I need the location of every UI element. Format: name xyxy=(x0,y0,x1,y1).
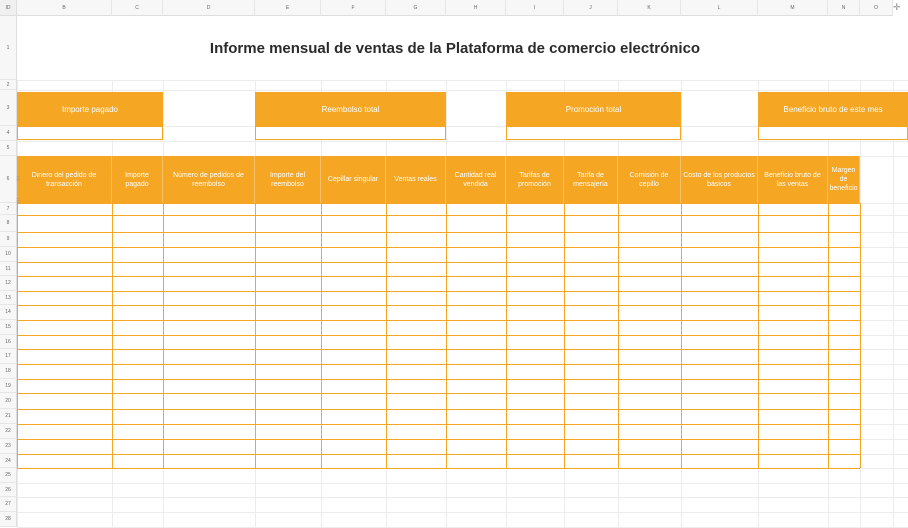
table-header-cell[interactable]: Comisión de cepillo xyxy=(618,156,681,203)
column-header[interactable]: H xyxy=(446,0,506,16)
table-row-line xyxy=(17,262,860,263)
row-header[interactable]: 5 xyxy=(0,141,17,156)
summary-label: Reembolso total xyxy=(255,92,446,126)
table-column-line xyxy=(506,203,507,468)
row-header[interactable]: 13 xyxy=(0,291,17,305)
table-column-line xyxy=(255,203,256,468)
table-row-line xyxy=(17,276,860,277)
row-header[interactable]: 21 xyxy=(0,409,17,424)
table-column-line xyxy=(828,203,829,468)
table-column-line xyxy=(386,203,387,468)
table-row-line xyxy=(17,454,860,455)
grid-line xyxy=(17,512,908,513)
grid-line xyxy=(17,141,908,142)
grid-line xyxy=(17,80,908,81)
table-column-line xyxy=(446,203,447,468)
table-header-cell[interactable]: Costo de los productos básicos xyxy=(681,156,758,203)
column-header[interactable]: F xyxy=(321,0,386,16)
table-column-line xyxy=(163,203,164,468)
table-row-line xyxy=(17,305,860,306)
table-row-line xyxy=(17,203,860,204)
row-header[interactable]: 22 xyxy=(0,424,17,439)
row-header[interactable]: 19 xyxy=(0,379,17,393)
table-row-line xyxy=(17,349,860,350)
table-header-cell[interactable]: Margen de beneficio xyxy=(828,156,860,203)
row-header[interactable]: 12 xyxy=(0,276,17,291)
row-header[interactable]: 28 xyxy=(0,512,17,527)
grid-line xyxy=(17,483,908,484)
table-column-line xyxy=(860,203,861,468)
table-row-line xyxy=(17,379,860,380)
table-header-cell[interactable]: Cantidad real vendida xyxy=(446,156,506,203)
row-header[interactable]: 24 xyxy=(0,454,17,468)
table-column-line xyxy=(758,203,759,468)
row-header[interactable]: 25 xyxy=(0,468,17,483)
table-row-line xyxy=(17,232,860,233)
table-header-cell[interactable]: Número de pedidos de reembolso xyxy=(163,156,255,203)
table-header-cell[interactable]: Tarifas de promoción xyxy=(506,156,564,203)
row-header[interactable]: 7 xyxy=(0,203,17,215)
row-header[interactable]: 9 xyxy=(0,232,17,247)
table-row-line xyxy=(17,247,860,248)
column-header[interactable]: N xyxy=(828,0,860,16)
row-header[interactable]: 18 xyxy=(0,364,17,379)
column-header[interactable]: D xyxy=(163,0,255,16)
column-header[interactable]: B xyxy=(17,0,112,16)
summary-label: Beneficio bruto de este mes xyxy=(758,92,908,126)
summary-value-cell[interactable] xyxy=(758,126,908,140)
table-column-line xyxy=(321,203,322,468)
row-header[interactable]: 23 xyxy=(0,439,17,454)
column-header[interactable]: C xyxy=(112,0,163,16)
column-header[interactable]: I xyxy=(506,0,564,16)
table-header-cell[interactable]: Tarifa de mensajería xyxy=(564,156,618,203)
summary-label: Promoción total xyxy=(506,92,681,126)
grid-line xyxy=(893,80,894,527)
row-header[interactable]: 10 xyxy=(0,247,17,262)
column-header[interactable]: K xyxy=(618,0,681,16)
column-header[interactable]: J xyxy=(564,0,618,16)
row-header[interactable]: 26 xyxy=(0,483,17,497)
table-row-line xyxy=(17,335,860,336)
table-header-cell[interactable]: Importe del reembolso xyxy=(255,156,321,203)
row-header[interactable]: 14 xyxy=(0,305,17,320)
table-header-cell[interactable]: Dinero del pedido de transacción xyxy=(17,156,112,203)
grid-line xyxy=(17,497,908,498)
summary-value-cell[interactable] xyxy=(17,126,163,140)
row-header[interactable]: 4 xyxy=(0,126,17,141)
row-handle-icon[interactable]: ⣿ xyxy=(16,199,21,205)
select-all-corner[interactable]: ID xyxy=(0,0,17,16)
row-header[interactable]: 8 xyxy=(0,215,17,232)
summary-value-cell[interactable] xyxy=(506,126,681,140)
table-row-line xyxy=(17,393,860,394)
row-header[interactable]: 2 xyxy=(0,80,17,90)
table-row-line xyxy=(17,439,860,440)
row-header[interactable]: 1 xyxy=(0,16,17,80)
table-column-line xyxy=(564,203,565,468)
plus-icon[interactable]: ✛ xyxy=(893,2,901,12)
table-column-line xyxy=(681,203,682,468)
table-header-cell[interactable]: Ventas reales xyxy=(386,156,446,203)
table-column-line xyxy=(112,203,113,468)
column-header[interactable]: E xyxy=(255,0,321,16)
table-row-line xyxy=(17,291,860,292)
grid-line xyxy=(17,90,908,91)
table-row-line xyxy=(17,424,860,425)
summary-label: Importe pagado xyxy=(17,92,163,126)
summary-value-cell[interactable] xyxy=(255,126,446,140)
table-header-cell[interactable]: Cepillar singular xyxy=(321,156,386,203)
table-column-line xyxy=(17,203,18,468)
row-header[interactable]: 16 xyxy=(0,335,17,349)
column-header[interactable]: M xyxy=(758,0,828,16)
row-header[interactable]: 3 xyxy=(0,90,17,126)
row-header[interactable]: 15 xyxy=(0,320,17,335)
row-header[interactable]: 11 xyxy=(0,262,17,276)
table-column-line xyxy=(618,203,619,468)
row-header[interactable]: 6 xyxy=(0,156,17,203)
column-header[interactable]: L xyxy=(681,0,758,16)
table-row-line xyxy=(17,409,860,410)
table-header-cell[interactable]: Beneficio bruto de las ventas xyxy=(758,156,828,203)
row-header[interactable]: 27 xyxy=(0,497,17,512)
row-header[interactable]: 17 xyxy=(0,349,17,364)
table-row-line xyxy=(17,468,860,469)
report-title: Informe mensual de ventas de la Plataforma de comercio electrónico xyxy=(17,16,893,80)
column-header[interactable]: O xyxy=(860,0,893,16)
column-header[interactable]: G xyxy=(386,0,446,16)
drag-handle-icon[interactable]: ⠿ xyxy=(16,177,21,183)
row-header[interactable]: 20 xyxy=(0,393,17,409)
table-header-cell[interactable]: Importe pagado xyxy=(112,156,163,203)
table-row-line xyxy=(17,215,860,216)
table-row-line xyxy=(17,320,860,321)
table-row-line xyxy=(17,364,860,365)
